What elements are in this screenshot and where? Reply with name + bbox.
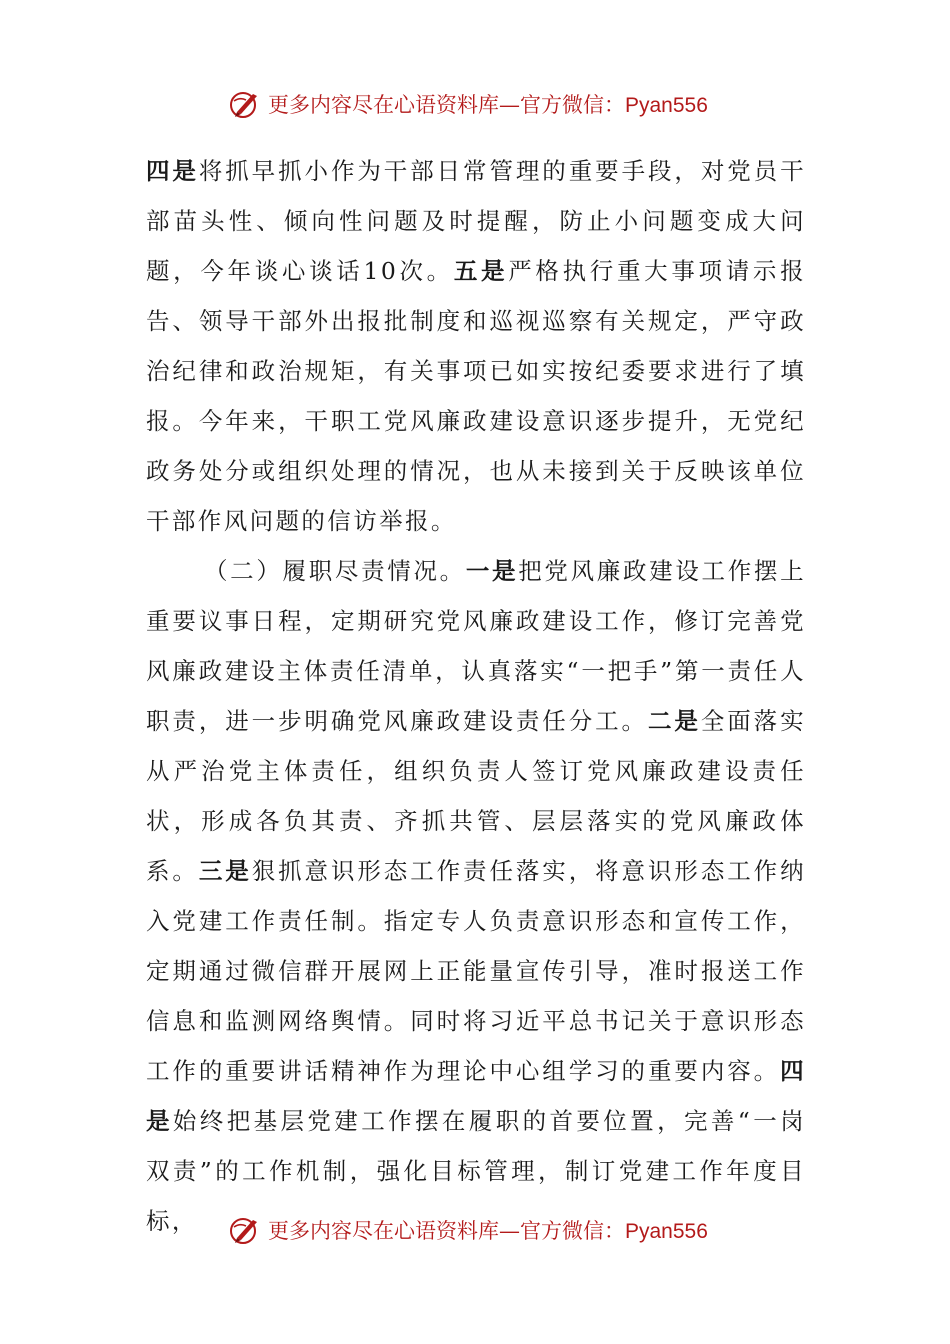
bold-lead-phrase: 四是 [146,1057,806,1135]
paragraph-text: 把党风廉政建设工作摆上重要议事日程，定期研究党风廉政建设工作，修订完善党风廉政建设主体责任清单，认真落实“一把手”第一责任人职责，进一步明确党风廉政建设责任分工。 [146,557,806,735]
watermark-banner-top [228,84,708,124]
watermark-text: 更多内容尽在心语资料库—官方微信：Pyan556 [268,93,708,117]
paragraph [146,546,806,1246]
paragraph-text: 严格执行重大事项请示报告、领导干部外出报批制度和巡视巡察有关规定，严守政治纪律和政治规矩，有关事项已如实按纪委要求进行了填报。今年来，干职工党风廉政建设意识逐步提升，无党纪政务处分或组织处理的情况，也从未接到关于反映该单位干部作风问题的信访举报。 [146,257,806,535]
pen-logo-icon [228,87,262,121]
pen-logo-icon [228,1213,262,1247]
bold-lead-phrase: 一是 [465,557,519,585]
paragraph-text: 将抓早抓小作为干部日常管理的重要手段，对党员干部苗头性、倾向性问题及时提醒，防止小问题变成大问题，今年谈心谈话10次。 [146,157,806,285]
paragraph-text: 始终把基层党建工作摆在履职的首要位置，完善“一岗双责”的工作机制，强化目标管理，制订党建工作年度目标， [146,1107,806,1235]
bold-lead-phrase: 五是 [453,257,509,285]
bold-lead-phrase: 三是 [198,857,252,885]
watermark-text: 更多内容尽在心语资料库—官方微信：Pyan556 [268,1219,708,1243]
bold-lead-phrase: 二是 [647,707,701,735]
bold-lead-phrase: 四是 [146,157,199,185]
paragraph-text: 全面落实从严治党主体责任，组织负责人签订党风廉政建设责任状，形成各负其责、齐抓共管、层层落实的党风廉政体系。 [146,707,806,885]
paragraph-text: 狠抓意识形态工作责任落实，将意识形态工作纳入党建工作责任制。指定专人负责意识形态和宣传工作，定期通过微信群开展网上正能量宣传引导，准时报送工作信息和监测网络舆情。同时将习近平总书记关于意识形态工作的重要讲话精神作为理论中心组学习的重要内容。 [146,857,806,1085]
paragraph-text: （二）履职尽责情况。 [204,557,466,585]
paragraph [146,146,806,546]
watermark-banner-bottom [228,1210,708,1250]
document-body [146,146,806,1246]
